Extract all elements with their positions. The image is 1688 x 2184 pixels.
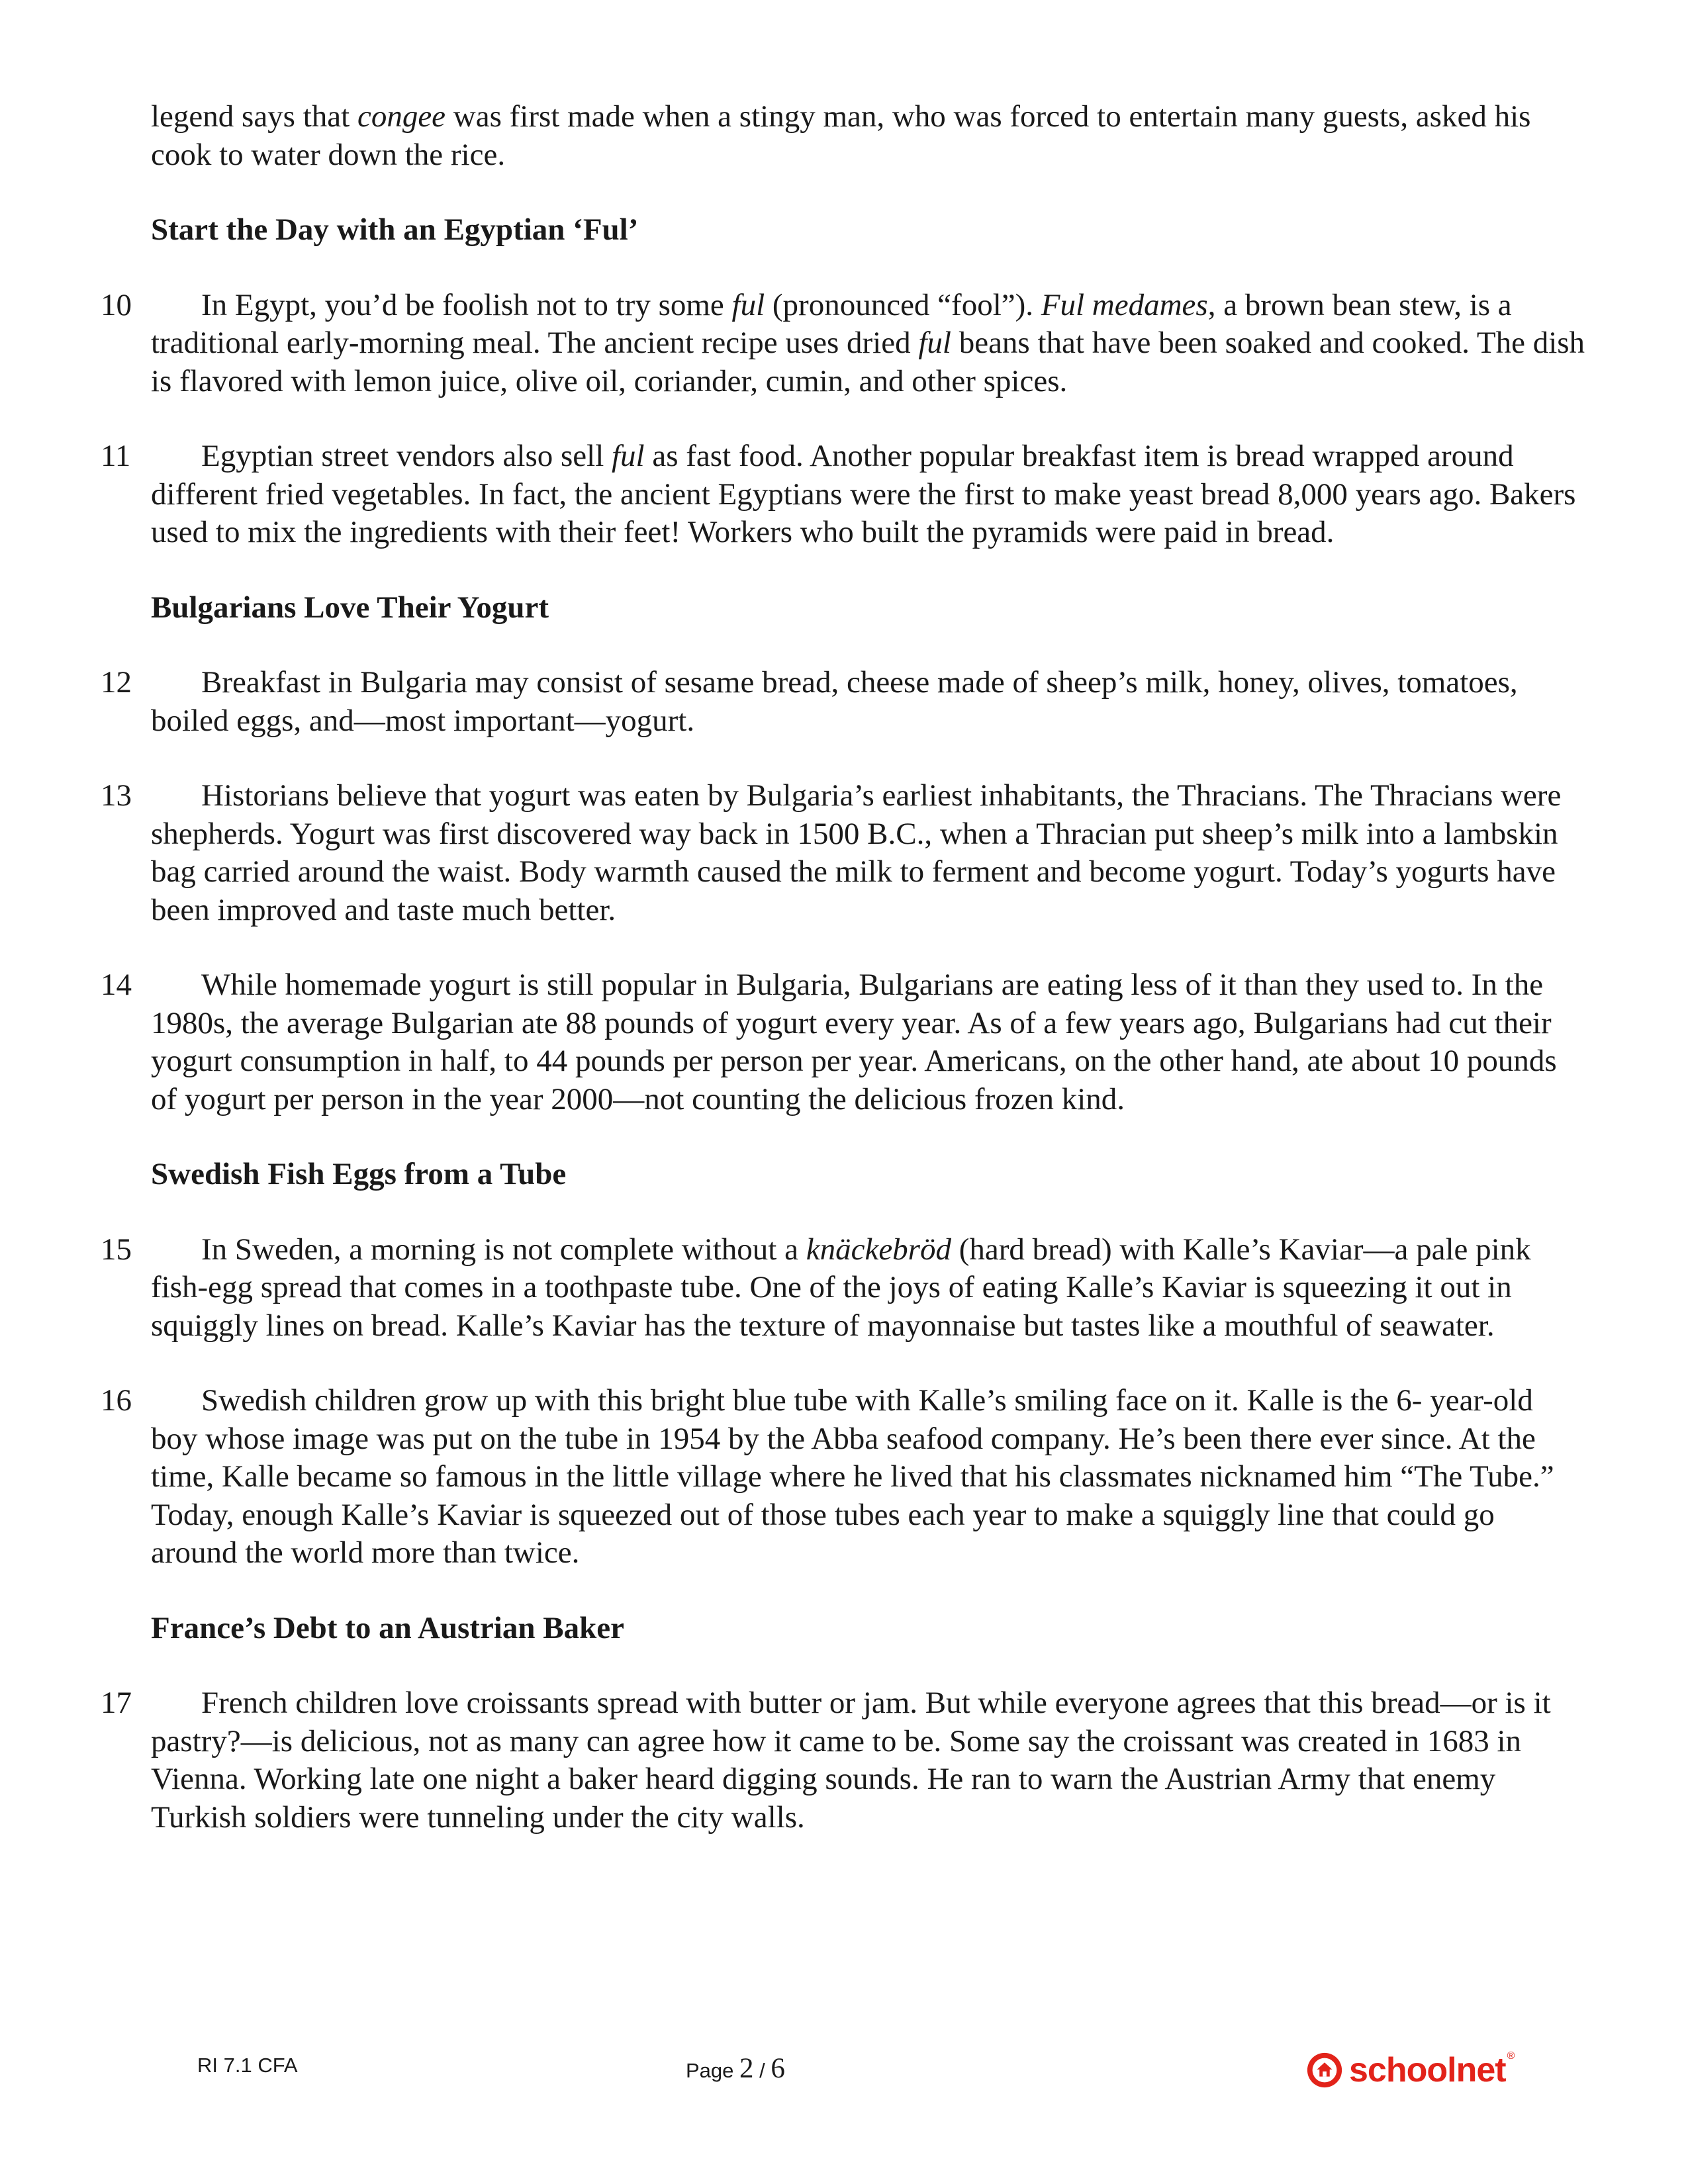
paragraph-number: 15: [101, 1232, 132, 1267]
paragraph-15: 15 In Sweden, a morning is not complete without a knäckebröd (hard bread) with Kalle’s Kaviar—a pale pink fish-egg spread that comes in a toothpaste tube. One of the joys of eating Kalle’s Kaviar is squeezing it out in squiggly lines on bread. Kalle’s Kaviar has the texture of mayonnaise but tastes like a mouthful of seawater.: [101, 1232, 1531, 1343]
paragraph-11: 11 Egyptian street vendors also sell ful as fast food. Another popular breakfast item is bread wrapped around different fried vegetables. In fact, the ancient Egyptians were the first to make yeast bread 8,000 years ago. Bakers used to mix the ingredients with their feet! Workers who built the pyramids were paid in bread.: [101, 439, 1576, 549]
page-number: Page 2 / 6: [686, 2053, 785, 2084]
paragraph-number: 16: [101, 1383, 132, 1418]
paragraph-10: 10 In Egypt, you’d be foolish not to try some ful (pronounced “fool”). Ful medames, a brown bean stew, is a traditional early-morning meal. The ancient recipe uses dried ful beans that have been soaked and cooked. The dish is flavored with lemon juice, olive oil, coriander, cumin, and other spices.: [101, 287, 1585, 398]
paragraph-number: 13: [101, 778, 132, 813]
logo-wordmark: schoolnet ®: [1349, 2050, 1515, 2089]
paragraph-13: 13 Historians believe that yogurt was eaten by Bulgaria’s earliest inhabitants, the Thracians. The Thracians were shepherds. Yogurt was first discovered way back in 1500 B.C., when a Thracian put sheep’s milk into a lambskin bag carried around the waist. Body warmth caused the milk to ferment and become yogurt. Today’s yogurts have been improved and taste much better.: [101, 778, 1562, 927]
paragraph-14: 14 While homemade yogurt is still popular in Bulgaria, Bulgarians are eating less of it than they used to. In the 1980s, the average Bulgarian ate 88 pounds of yogurt every year. As of a few years ago, Bulgarians had cut their yogurt consumption in half, to 44 pounds per person per year. Americans, on the other hand, ate about 10 pounds of yogurt per person in the year 2000—not counting the delicious frozen kind.: [101, 968, 1557, 1116]
paragraph-number: 11: [101, 439, 131, 473]
section-heading-sweden: Swedish Fish Eggs from a Tube: [151, 1157, 567, 1191]
paragraph-number: 17: [101, 1686, 132, 1720]
house-in-circle-icon: [1305, 2051, 1344, 2089]
intro-paragraph: legend says that congee was first made when a stingy man, who was forced to entertain many guests, asked his cook to water down the rice.: [151, 99, 1531, 172]
page-footer: [0, 2047, 1688, 2100]
paragraph-16: 16 Swedish children grow up with this bright blue tube with Kalle’s smiling face on it. Kalle is the 6- year-old boy whose image was put on the tube in 1954 by the Abba seafood company. He’s been there ever since. At the time, Kalle became so famous in the little village where he lived that his classmates nicknamed him “The Tube.” Today, enough Kalle’s Kaviar is squeezed out of those tubes each year to make a squiggly line that could go around the world more than twice.: [101, 1383, 1554, 1570]
paragraph-number: 12: [101, 665, 132, 700]
paragraph-number: 10: [101, 287, 132, 322]
paragraph-number: 14: [101, 968, 132, 1002]
document-body: [101, 98, 1587, 1874]
paragraph-17: 17 French children love croissants spread with butter or jam. But while everyone agrees that this bread—or is it pastry?—is delicious, not as many can agree how it came to be. Some say the croissant was created in 1683 in Vienna. Working late one night a baker heard digging sounds. He ran to warn the Austrian Army that enemy Turkish soldiers were tunneling under the city walls.: [101, 1686, 1551, 1835]
paragraph-12: 12 Breakfast in Bulgaria may consist of sesame bread, cheese made of sheep’s milk, honey, olives, tomatoes, boiled eggs, and—most important—yogurt.: [101, 665, 1518, 738]
schoolnet-logo: [1305, 2047, 1514, 2093]
footer-standard-label: RI 7.1 CFA: [197, 2054, 298, 2077]
section-heading-egypt: Start the Day with an Egyptian ‘Ful’: [151, 212, 639, 247]
section-heading-france: France’s Debt to an Austrian Baker: [151, 1610, 624, 1645]
section-heading-bulgaria: Bulgarians Love Their Yogurt: [151, 590, 549, 625]
